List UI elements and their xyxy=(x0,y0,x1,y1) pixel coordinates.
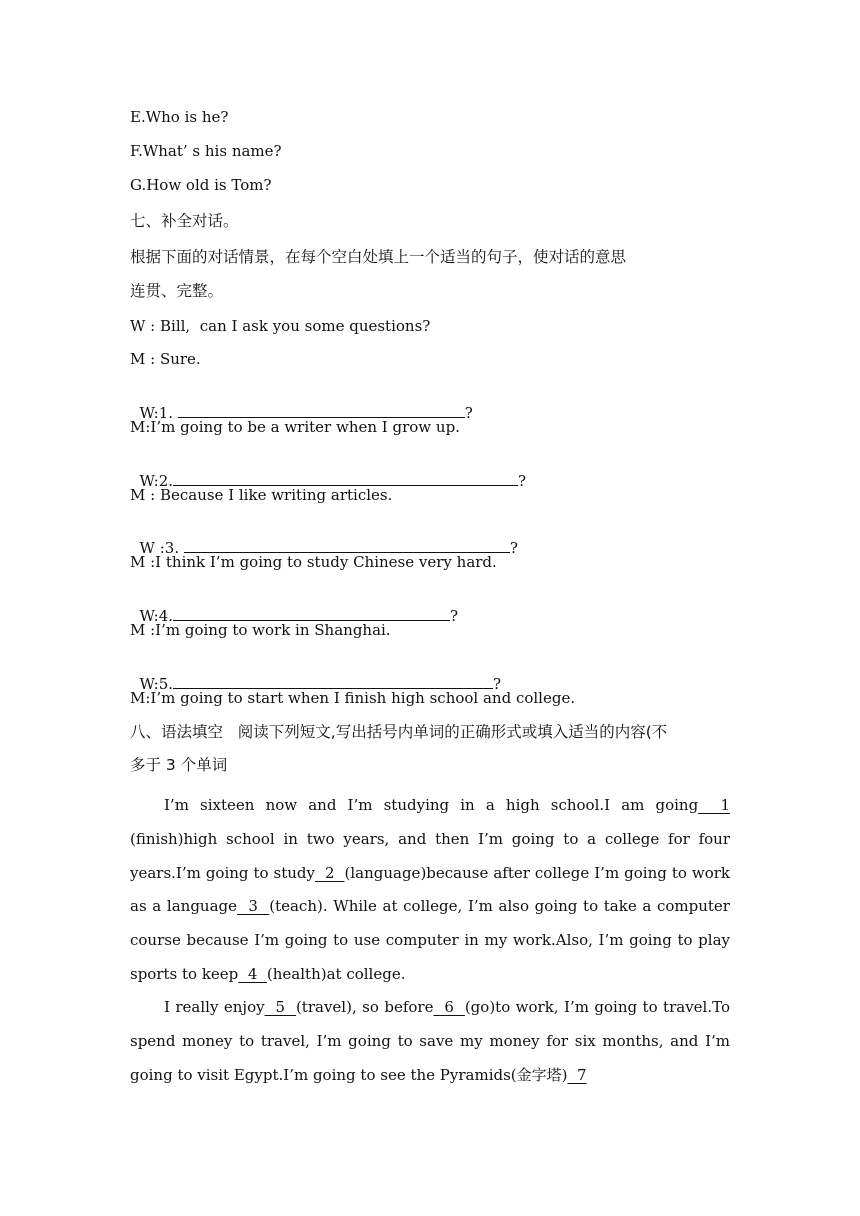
dialogue-line-4: M:I’m going to be a writer when I grow up. xyxy=(130,418,460,436)
dialogue-line-8: M :I think I’m going to study Chinese very hard. xyxy=(130,553,497,571)
passage-paragraph-1 xyxy=(130,789,730,992)
question-mark: ? xyxy=(450,607,459,625)
gap-3[interactable]: 3 xyxy=(237,897,270,916)
section-7-instruction-1: 根据下面的对话情景，在每个空白处填上一个适当的句子，使对话的意思 xyxy=(130,248,627,266)
passage-text: (go)to work, I’m going to travel.To spend money to travel, I’m going to save my money for six months, and I’m going to visit Egypt.I’m going to see the Pyramids(金字塔) xyxy=(130,998,730,1084)
question-4-prefix: W:4. xyxy=(139,607,174,625)
passage-text: (finish)high school in two years, and then I’m going to a college for four years.I’m going to study xyxy=(130,829,730,882)
passage-text: (travel), so before xyxy=(295,998,434,1016)
answer-blank-1[interactable] xyxy=(178,403,465,418)
section-8-title-1: 八、语法填空 阅读下列短文,写出括号内单词的正确形式或填入适当的内容(不 xyxy=(130,723,668,741)
passage-text: (health)at college. xyxy=(266,964,406,983)
dialogue-line-2: M : Sure. xyxy=(130,350,201,368)
dialogue-line-6: M : Because I like writing articles. xyxy=(130,486,393,504)
question-5-prefix: W:5. xyxy=(139,675,174,693)
section-7-instruction-2: 连贯、完整。 xyxy=(130,282,224,300)
answer-blank-2[interactable] xyxy=(173,471,518,486)
passage-text: (language)because after college I’m going to work as a language xyxy=(130,863,730,916)
gap-2[interactable]: 2 xyxy=(315,863,345,882)
question-2-prefix: W:2. xyxy=(139,472,174,490)
gap-1[interactable]: 1 xyxy=(698,796,730,814)
answer-blank-5[interactable] xyxy=(173,674,493,689)
question-mark: ? xyxy=(509,539,518,557)
option-g: G.How old is Tom? xyxy=(130,176,272,194)
option-e: E.Who is he? xyxy=(130,108,229,126)
dialogue-line-12: M:I’m going to start when I finish high school and college. xyxy=(130,689,576,707)
question-1-prefix: W:1. xyxy=(139,404,178,422)
option-f: F.What’ s his name? xyxy=(130,142,282,160)
section-7-title: 七、补全对话。 xyxy=(130,212,239,230)
passage-text: (teach). While at college, I’m also going to take a computer course because I’m going to use computer in my work.Also, I’m going to play sports to keep xyxy=(130,897,730,983)
passage-paragraph-2 xyxy=(130,991,730,1092)
question-mark: ? xyxy=(493,675,502,693)
question-3-prefix: W :3. xyxy=(139,539,184,557)
gap-6[interactable]: 6 xyxy=(433,998,465,1016)
question-mark: ? xyxy=(464,404,473,422)
section-8-title-2: 多于 3 个单词 xyxy=(130,756,228,774)
dialogue-line-10: M :I’m going to work in Shanghai. xyxy=(130,621,391,639)
passage-text: I’m sixteen now and I’m studying in a high school.I am going xyxy=(164,796,699,814)
passage-text: I really enjoy xyxy=(164,998,265,1016)
gap-7[interactable]: 7 xyxy=(567,1065,587,1084)
dialogue-line-1: W : Bill, can I ask you some questions? xyxy=(130,317,431,335)
answer-blank-4[interactable] xyxy=(173,606,450,621)
gap-5[interactable]: 5 xyxy=(264,998,296,1016)
gap-4[interactable]: 4 xyxy=(238,964,267,983)
question-mark: ? xyxy=(518,472,527,490)
answer-blank-3[interactable] xyxy=(184,538,510,553)
